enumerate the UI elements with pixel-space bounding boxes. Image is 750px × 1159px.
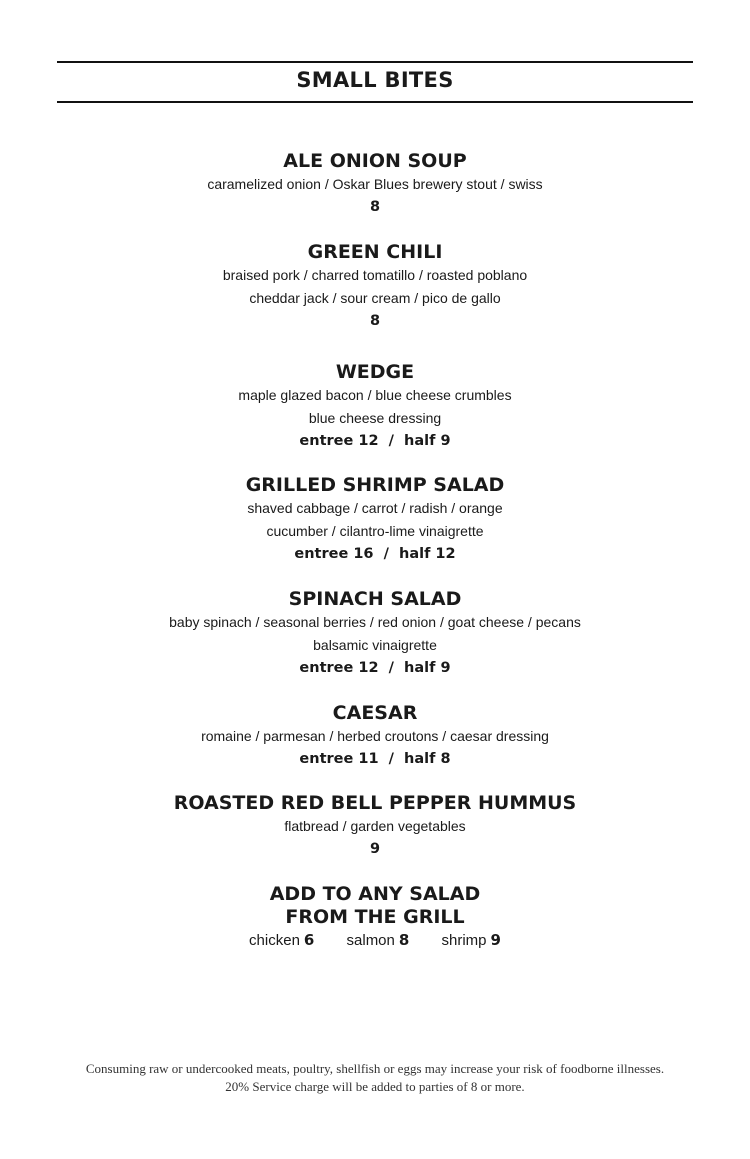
item-description: balsamic vinaigrette: [313, 637, 437, 653]
item-name: ROASTED RED BELL PEPPER HUMMUS: [173, 792, 577, 814]
addon-label: chicken: [249, 932, 300, 949]
menu-item: [0, 474, 750, 566]
addons-subtitle: FROM THE GRILL: [285, 906, 465, 928]
item-price: 8: [369, 313, 381, 329]
item-name: SPINACH SALAD: [288, 588, 462, 610]
item-price: 9: [369, 841, 381, 857]
addons-title: ADD TO ANY SALAD: [269, 883, 481, 905]
food-safety-warning: Consuming raw or undercooked meats, poultry, shellfish or eggs may increase your risk of foodborne illnesses.: [85, 1061, 665, 1076]
addon-price: 9: [490, 931, 501, 949]
addon-chicken: [249, 932, 314, 949]
bottom-rule: [57, 101, 693, 103]
item-description: romaine / parmesan / herbed croutons / caesar dressing: [201, 728, 549, 744]
item-name: GRILLED SHRIMP SALAD: [245, 474, 505, 496]
service-charge-note: 20% Service charge will be added to parties of 8 or more.: [225, 1079, 525, 1094]
menu-item: [0, 361, 750, 453]
item-description: flatbread / garden vegetables: [284, 818, 466, 834]
addon-price: 6: [303, 931, 315, 949]
item-price: entree 16 / half 12: [294, 546, 456, 562]
addon-label: shrimp: [441, 932, 487, 949]
item-name: GREEN CHILI: [307, 241, 443, 263]
item-price: entree 12 / half 9: [299, 660, 451, 676]
footer-notice: [0, 1060, 750, 1096]
item-name: CAESAR: [332, 702, 418, 724]
addon-salmon: [347, 932, 410, 949]
section-title: SMALL BITES: [296, 68, 454, 92]
menu-item: [0, 241, 750, 333]
item-description: caramelized onion / Oskar Blues brewery stout / swiss: [207, 176, 543, 192]
item-description: baby spinach / seasonal berries / red onion / goat cheese / pecans: [169, 614, 581, 630]
addon-label: salmon: [346, 932, 395, 949]
item-description: braised pork / charred tomatillo / roasted poblano: [222, 267, 528, 283]
addon-shrimp: [441, 932, 500, 949]
item-description: cheddar jack / sour cream / pico de gallo: [249, 290, 501, 306]
item-price: entree 11 / half 8: [299, 751, 451, 767]
item-description: blue cheese dressing: [308, 410, 442, 426]
menu-item: [0, 792, 750, 861]
item-description: cucumber / cilantro-lime vinaigrette: [266, 523, 484, 539]
item-name: ALE ONION SOUP: [283, 150, 467, 172]
item-description: shaved cabbage / carrot / radish / orange: [247, 500, 503, 516]
top-rule: [57, 61, 693, 63]
addon-options: [0, 929, 750, 952]
menu-item: [0, 150, 750, 219]
addon-price: 8: [398, 931, 410, 949]
item-price: entree 12 / half 9: [299, 433, 451, 449]
item-price: 8: [369, 199, 381, 215]
item-name: WEDGE: [335, 361, 415, 383]
menu-item: [0, 702, 750, 771]
menu-item: [0, 588, 750, 680]
item-description: maple glazed bacon / blue cheese crumbles: [238, 387, 512, 403]
salad-addons: [0, 883, 750, 952]
